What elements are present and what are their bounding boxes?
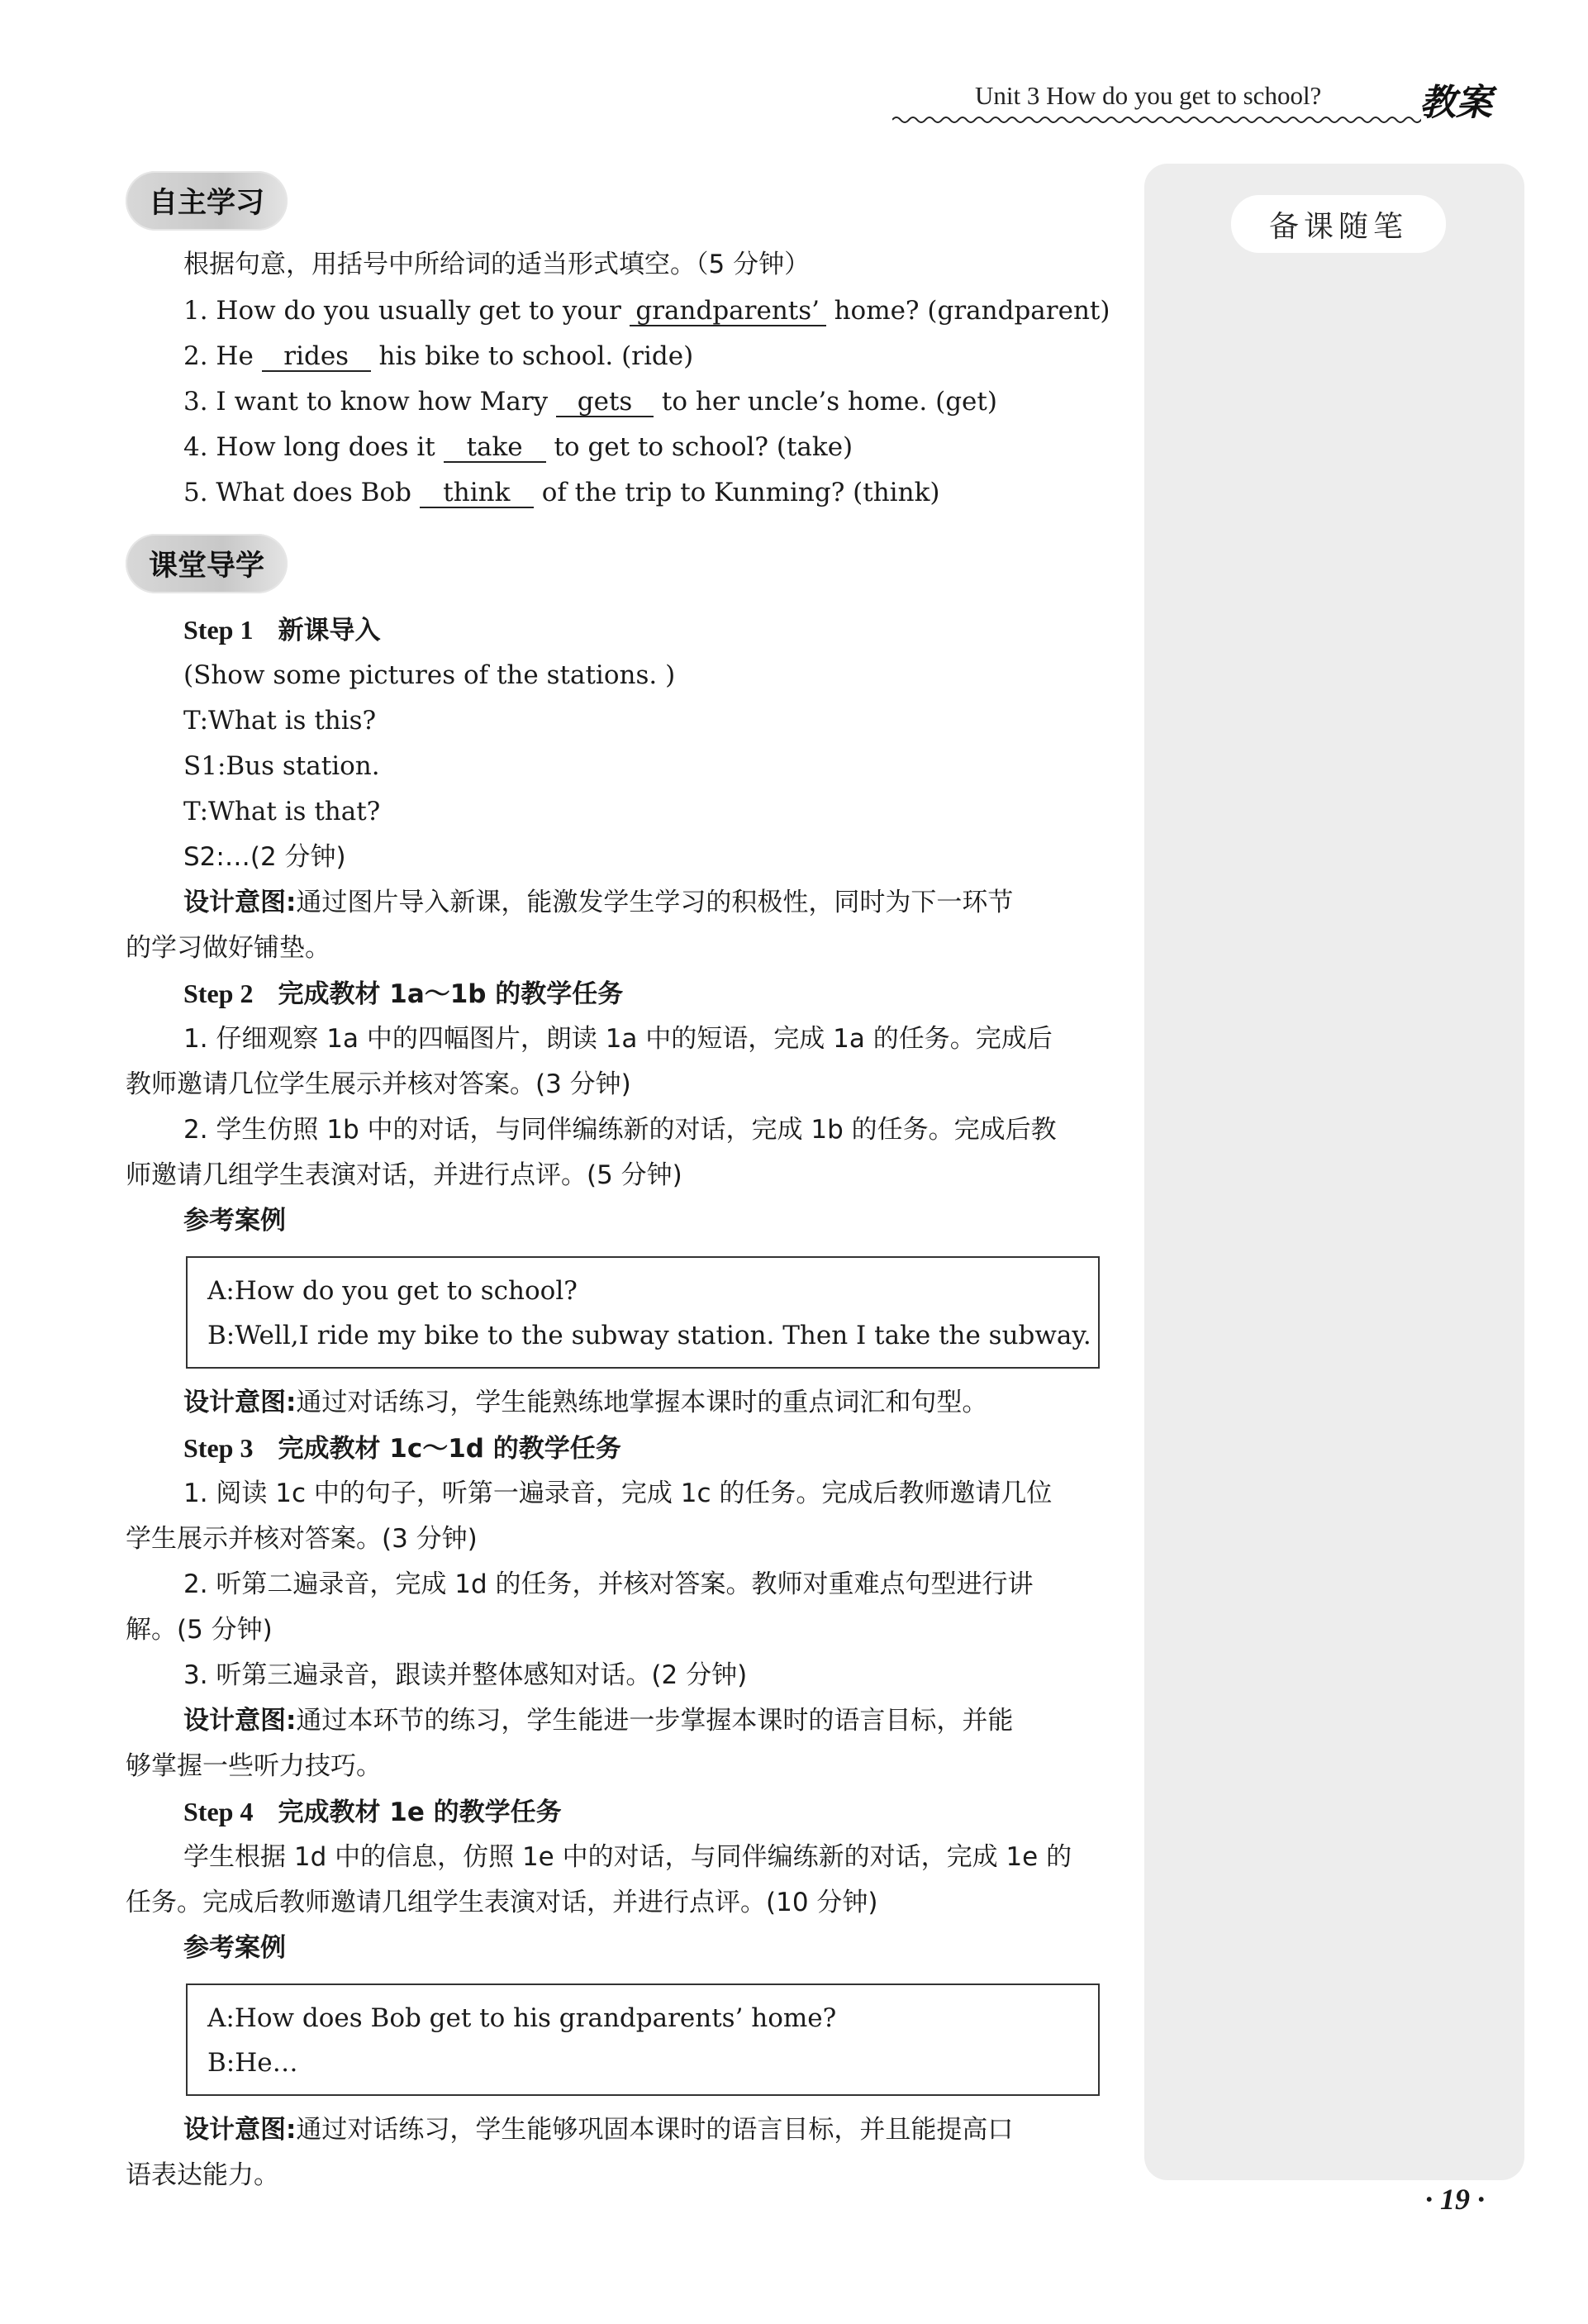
step-4-paragraph: 学生根据 1d 中的信息，仿照 1e 中的对话，与同伴编练新的对话，完成 1e 的 <box>183 1842 1072 1872</box>
section-badge-classroom: 课堂导学 <box>126 534 288 593</box>
page-number: · 19 · <box>1425 2183 1485 2216</box>
step-3-paragraph: 3. 听第三遍录音，跟读并整体感知对话。(2 分钟) <box>183 1660 748 1690</box>
exercise-item-4 <box>183 431 853 464</box>
step-2-design <box>183 1386 987 1419</box>
step-number: Step 1 <box>183 615 254 645</box>
step-number: Step 2 <box>183 979 254 1008</box>
answer-blank: rides <box>262 342 371 372</box>
exercise-item-2 <box>183 340 693 373</box>
step-4-paragraph: 任务。完成后教师邀请几组学生表演对话，并进行点评。(10 分钟) <box>126 1888 878 1917</box>
exercise-text: of the trip to Kunming? (think) <box>541 478 940 507</box>
answer-blank: think <box>420 479 534 508</box>
notes-sidebar <box>1144 164 1524 2180</box>
exercise-text: to her uncle’s home. (get) <box>661 387 997 417</box>
reference-example-label: 参考案例 <box>183 1933 286 1963</box>
answer-blank: grandparents’ <box>630 297 826 326</box>
exercise-item-3 <box>183 385 997 418</box>
exercise-item-5 <box>183 476 939 509</box>
step-3-design <box>183 1704 1013 1737</box>
step-4-design <box>183 2113 1013 2146</box>
design-intent-text: 通过对话练习，学生能够巩固本课时的语言目标，并且能提高口 <box>296 2115 1014 2145</box>
design-intent-text: 通过对话练习，学生能熟练地掌握本课时的重点词汇和句型。 <box>296 1388 988 1417</box>
step-1-line: T:What is that? <box>183 797 381 826</box>
design-intent-label: 设计意图: <box>183 2115 297 2145</box>
exercise-text: 1. How do you usually get to your <box>183 296 621 326</box>
self-study-instruction: 根据句意，用括号中所给词的适当形式填空。（5 分钟） <box>183 250 811 279</box>
dialogue-line: A:How do you get to school? <box>207 1276 578 1306</box>
design-intent-label: 设计意图: <box>183 1706 297 1736</box>
step-2-paragraph: 教师邀请几位学生展示并核对答案。(3 分钟) <box>126 1069 631 1099</box>
step-1-line: S1:Bus station. <box>183 751 380 781</box>
step-3-design-cont: 够掌握一些听力技巧。 <box>126 1751 382 1781</box>
step-2-paragraph: 1. 仔细观察 1a 中的四幅图片，朗读 1a 中的短语，完成 1a 的任务。完成后 <box>183 1024 1053 1054</box>
step-title: 新课导入 <box>278 616 381 645</box>
step-4-heading <box>183 1795 562 1829</box>
step-1-design <box>183 886 1013 919</box>
sidebar-title: 备课随笔 <box>1231 195 1446 253</box>
running-header: Unit 3 How do you get to school? <box>975 81 1322 110</box>
step-title: 完成教材 1e 的教学任务 <box>278 1798 562 1827</box>
section-badge-self-study: 自主学习 <box>126 171 288 231</box>
exercise-text: home? (grandparent) <box>834 296 1110 326</box>
step-3-paragraph: 解。(5 分钟) <box>126 1615 273 1645</box>
exercise-text: 2. He <box>183 341 254 371</box>
exercise-text: his bike to school. (ride) <box>378 341 694 371</box>
step-1-heading <box>183 613 380 647</box>
answer-blank: gets <box>556 388 654 417</box>
exercise-text: 5. What does Bob <box>183 478 411 507</box>
design-intent-text: 通过本环节的练习，学生能进一步掌握本课时的语言目标，并能 <box>296 1706 1014 1736</box>
step-1-design-cont: 的学习做好铺垫。 <box>126 933 330 963</box>
step-2-paragraph: 2. 学生仿照 1b 中的对话，与同伴编练新的对话，完成 1b 的任务。完成后教 <box>183 1115 1057 1145</box>
reference-dialogue-box <box>186 1983 1100 2096</box>
step-1-line: T:What is this? <box>183 706 377 736</box>
step-3-paragraph: 学生展示并核对答案。(3 分钟) <box>126 1524 478 1554</box>
step-title: 完成教材 1a～1b 的教学任务 <box>278 979 624 1009</box>
dialogue-line: B:Well,I ride my bike to the subway station. Then I take the subway. <box>207 1321 1091 1350</box>
step-number: Step 3 <box>183 1433 254 1463</box>
reference-dialogue-box <box>186 1256 1100 1369</box>
step-title: 完成教材 1c～1d 的教学任务 <box>278 1434 621 1464</box>
step-2-heading <box>183 977 623 1011</box>
exercise-item-1 <box>183 294 1110 327</box>
step-1-line: S2:…(2 分钟) <box>183 842 346 872</box>
header-wavy-rule <box>892 114 1421 126</box>
exercise-text: 4. How long does it <box>183 432 435 462</box>
dialogue-line: A:How does Bob get to his grandparents’ home? <box>207 2003 837 2033</box>
reference-example-label: 参考案例 <box>183 1206 286 1236</box>
step-3-paragraph: 1. 阅读 1c 中的句子，听第一遍录音，完成 1c 的任务。完成后教师邀请几位 <box>183 1479 1053 1508</box>
design-intent-text: 通过图片导入新课，能激发学生学习的积极性，同时为下一环节 <box>296 888 1014 917</box>
answer-blank: take <box>444 433 546 463</box>
design-intent-label: 设计意图: <box>183 888 297 917</box>
step-2-paragraph: 师邀请几组学生表演对话，并进行点评。(5 分钟) <box>126 1160 682 1190</box>
step-3-paragraph: 2. 听第二遍录音，完成 1d 的任务，并核对答案。教师对重难点句型进行讲 <box>183 1569 1034 1599</box>
exercise-text: to get to school? (take) <box>554 432 853 462</box>
design-intent-label: 设计意图: <box>183 1388 297 1417</box>
header-brand: 教案 <box>1419 82 1492 124</box>
step-4-design-cont: 语表达能力。 <box>126 2160 279 2190</box>
step-number: Step 4 <box>183 1797 254 1826</box>
exercise-text: 3. I want to know how Mary <box>183 387 549 417</box>
dialogue-line: B:He… <box>207 2048 298 2078</box>
step-3-heading <box>183 1431 621 1465</box>
step-1-line: (Show some pictures of the stations. ) <box>183 660 676 690</box>
